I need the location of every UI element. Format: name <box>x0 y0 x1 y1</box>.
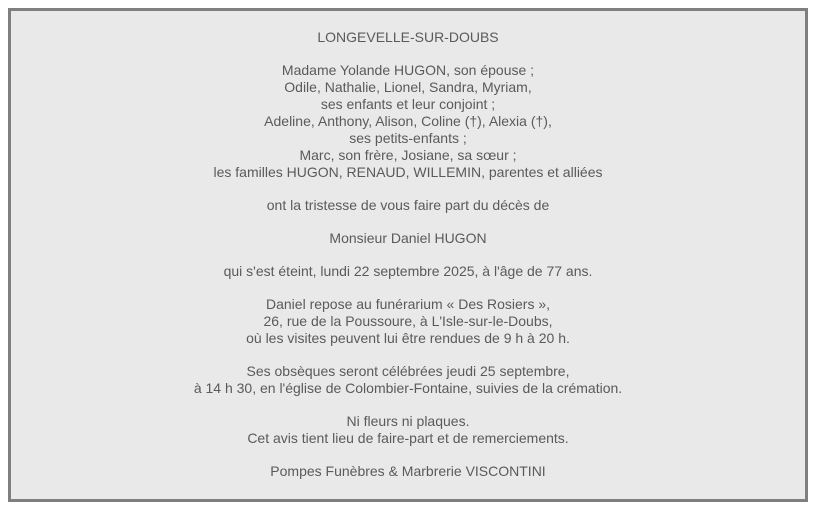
closing-remarks <box>11 413 805 447</box>
funeral-line: à 14 h 30, en l'église de Colombier-Fontaine, suivies de la crémation. <box>193 380 623 396</box>
family-line: ses petits-enfants ; <box>349 130 467 146</box>
family-line: les familles HUGON, RENAUD, WILLEMIN, parentes et alliées <box>213 164 603 180</box>
funeral-home-signature <box>11 463 805 480</box>
family-line: Marc, son frère, Josiane, sa sœur ; <box>299 147 517 163</box>
rest-line: 26, rue de la Poussoure, à L'Isle-sur-le-Doubs, <box>263 313 553 329</box>
town-name: LONGEVELLE-SUR-DOUBS <box>317 29 499 45</box>
family-line: ses enfants et leur conjoint ; <box>320 96 496 112</box>
notice-content <box>11 29 805 480</box>
family-line: Madame Yolande HUGON, son épouse ; <box>281 62 535 78</box>
death-details <box>11 263 805 280</box>
closing-line: Cet avis tient lieu de faire-part et de remerciements. <box>247 430 569 446</box>
deceased-name-text: Monsieur Daniel HUGON <box>329 230 487 246</box>
funeral-details <box>11 363 805 397</box>
deceased-name <box>11 230 805 247</box>
funeral-line: Ses obsèques seront célébrées jeudi 25 septembre, <box>246 363 570 379</box>
rest-line: où les visites peuvent lui être rendues de 9 h à 20 h. <box>246 330 570 346</box>
signature-text: Pompes Funèbres & Marbrerie VISCONTINI <box>270 463 546 479</box>
family-line: Odile, Nathalie, Lionel, Sandra, Myriam, <box>284 79 532 95</box>
family-line: Adeline, Anthony, Alison, Coline (†), Alexia (†), <box>264 113 552 129</box>
closing-line: Ni fleurs ni plaques. <box>346 413 470 429</box>
announcement-text: ont la tristesse de vous faire part du décès de <box>266 197 550 213</box>
death-details-text: qui s'est éteint, lundi 22 septembre 2025, à l'âge de 77 ans. <box>223 263 593 279</box>
family-list <box>11 62 805 181</box>
rest-location <box>11 296 805 347</box>
announcement <box>11 197 805 214</box>
death-notice <box>8 8 808 502</box>
town-heading <box>11 29 805 46</box>
rest-line: Daniel repose au funérarium « Des Rosiers », <box>265 296 551 312</box>
